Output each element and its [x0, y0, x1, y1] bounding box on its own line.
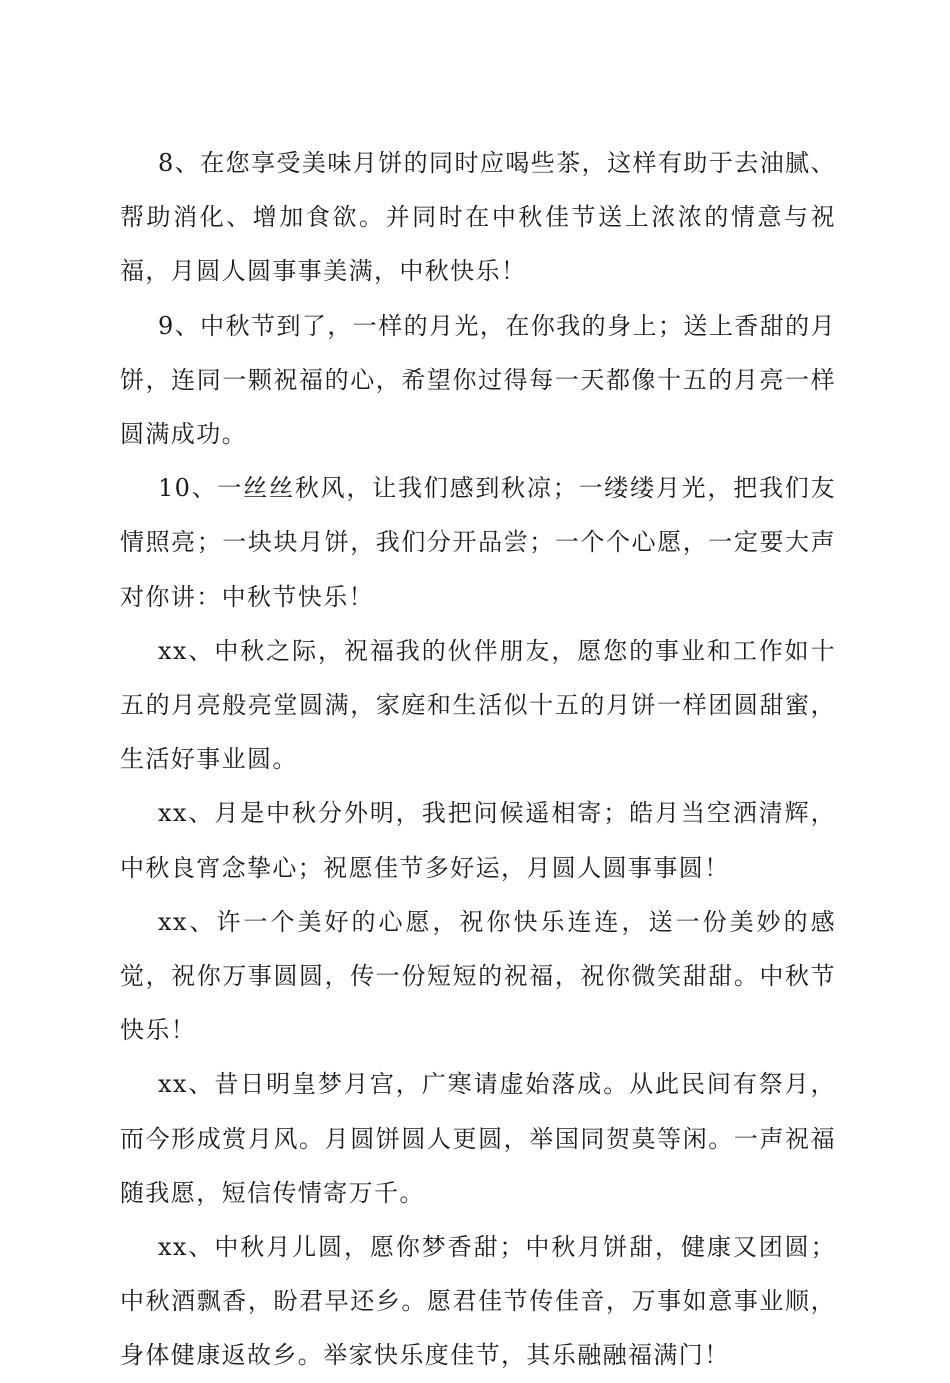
paragraph-10: 10、一丝丝秋风，让我们感到秋凉；一缕缕月光，把我们友情照亮；一块块月饼，我们分开品尝；一个个心愿，一定要大声对你讲：中秋节快乐！: [120, 474, 836, 611]
paragraph-xx-5: xx、中秋月儿圆，愿你梦香甜；中秋月饼甜，健康又团圆；中秋酒飘香，盼君早还乡。愿君佳节传佳音，万事如意事业顺，身体健康返故乡。举家快乐度佳节，其乐融融福满门！: [120, 1233, 836, 1370]
paragraph-xx-2: xx、月是中秋分外明，我把问候遥相寄；皓月当空洒清辉，中秋良宵念挚心；祝愿佳节多好运，月圆人圆事事圆！: [120, 799, 836, 882]
paragraph-8: 8、在您享受美味月饼的同时应喝些茶，这样有助于去油腻、帮助消化、增加食欲。并同时在中秋佳节送上浓浓的情意与祝福，月圆人圆事事美满，中秋快乐！: [120, 149, 836, 286]
document-body: [120, 136, 836, 1383]
paragraph-xx-1: xx、中秋之际，祝福我的伙伴朋友，愿您的事业和工作如十五的月亮般亮堂圆满，家庭和生活似十五的月饼一样团圆甜蜜，生活好事业圆。: [120, 636, 836, 774]
paragraph-9: 9、中秋节到了，一样的月光，在你我的身上；送上香甜的月饼，连同一颗祝福的心，希望你过得每一天都像十五的月亮一样圆满成功。: [120, 311, 836, 449]
paragraph-xx-4: xx、昔日明皇梦月宫，广寒请虚始落成。从此民间有祭月，而今形成赏月风。月圆饼圆人更圆，举国同贺莫等闲。一声祝福随我愿，短信传情寄万千。: [120, 1070, 836, 1207]
paragraph-xx-3: xx、许一个美好的心愿，祝你快乐连连，送一份美妙的感觉，祝你万事圆圆，传一份短短的祝福，祝你微笑甜甜。中秋节快乐！: [120, 907, 836, 1045]
